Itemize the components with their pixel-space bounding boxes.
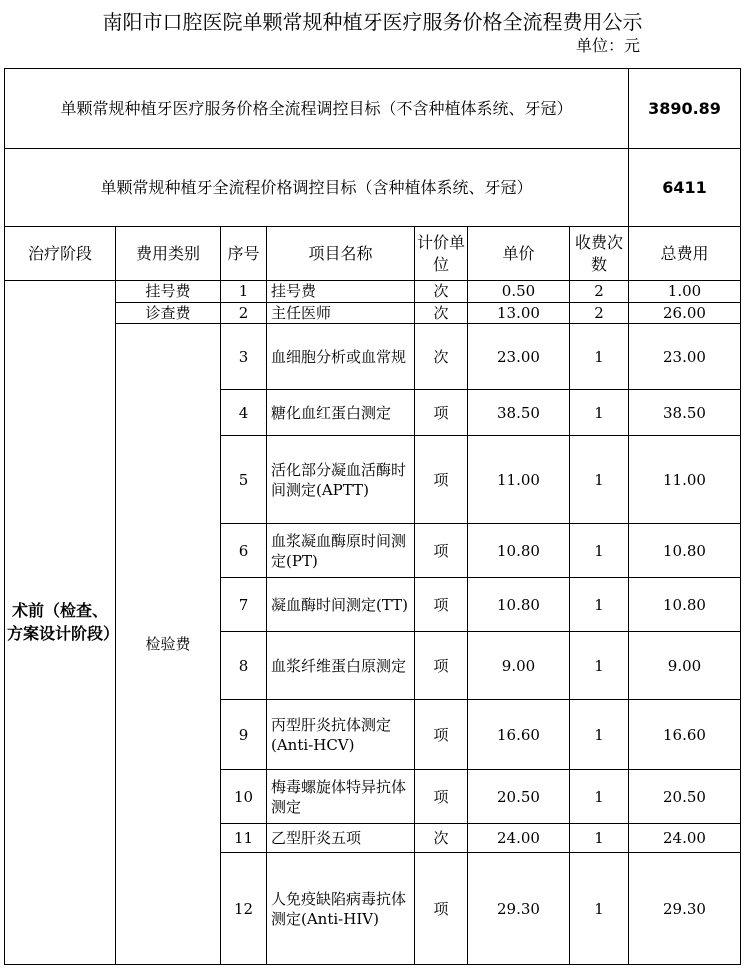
row-times: 1 [570, 824, 629, 853]
target2-value: 6411 [629, 149, 741, 227]
target-row-2 [5, 149, 741, 227]
row-item: 血浆凝血酶原时间测定(PT) [267, 524, 415, 578]
row-no: 12 [221, 853, 267, 965]
row-item: 凝血酶时间测定(TT) [267, 578, 415, 632]
row-no: 2 [221, 303, 267, 324]
row-price: 23.00 [468, 324, 570, 390]
row-no: 7 [221, 578, 267, 632]
row-unit: 项 [415, 700, 468, 770]
row-unit: 次 [415, 281, 468, 303]
row-unit: 项 [415, 524, 468, 578]
row-price: 24.00 [468, 824, 570, 853]
row-total: 10.80 [629, 578, 741, 632]
header-item: 项目名称 [267, 227, 415, 281]
row-total: 29.30 [629, 853, 741, 965]
category-consultation: 诊查费 [116, 303, 221, 324]
row-no: 9 [221, 700, 267, 770]
row-total: 38.50 [629, 390, 741, 436]
row-price: 38.50 [468, 390, 570, 436]
row-total: 23.00 [629, 324, 741, 390]
row-price: 0.50 [468, 281, 570, 303]
row-no: 10 [221, 770, 267, 824]
row-times: 1 [570, 770, 629, 824]
target-row-1 [5, 69, 741, 149]
row-times: 1 [570, 524, 629, 578]
header-category: 费用类别 [116, 227, 221, 281]
row-no: 4 [221, 390, 267, 436]
row-price: 13.00 [468, 303, 570, 324]
stage-cell: 术前（检查、方案设计阶段） [5, 281, 116, 965]
row-no: 1 [221, 281, 267, 303]
header-total: 总费用 [629, 227, 741, 281]
row-price: 9.00 [468, 632, 570, 700]
header-row [5, 227, 741, 281]
row-total: 9.00 [629, 632, 741, 700]
row-times: 2 [570, 281, 629, 303]
row-times: 2 [570, 303, 629, 324]
row-unit: 次 [415, 324, 468, 390]
row-unit: 项 [415, 770, 468, 824]
row-total: 26.00 [629, 303, 741, 324]
row-times: 1 [570, 436, 629, 524]
unit-label: 单位：元 [576, 36, 641, 55]
target2-label: 单颗常规种植牙全流程价格调控目标（含种植体系统、牙冠） [5, 149, 629, 227]
row-item: 乙型肝炎五项 [267, 824, 415, 853]
fee-table [4, 68, 741, 965]
row-times: 1 [570, 578, 629, 632]
row-price: 20.50 [468, 770, 570, 824]
page-title: 南阳市口腔医院单颗常规种植牙医疗服务价格全流程费用公示 [102, 10, 643, 34]
row-total: 11.00 [629, 436, 741, 524]
row-item: 活化部分凝血活酶时间测定(APTT) [267, 436, 415, 524]
row-unit: 项 [415, 390, 468, 436]
row-price: 10.80 [468, 524, 570, 578]
category-registration: 挂号费 [116, 281, 221, 303]
row-no: 11 [221, 824, 267, 853]
header-stage: 治疗阶段 [5, 227, 116, 281]
row-item: 糖化血红蛋白测定 [267, 390, 415, 436]
target1-label: 单颗常规种植牙医疗服务价格全流程调控目标（不含种植体系统、牙冠） [5, 69, 629, 149]
row-unit: 项 [415, 436, 468, 524]
row-price: 10.80 [468, 578, 570, 632]
row-times: 1 [570, 390, 629, 436]
row-times: 1 [570, 324, 629, 390]
row-price: 11.00 [468, 436, 570, 524]
target1-value: 3890.89 [629, 69, 741, 149]
row-item: 梅毒螺旋体特异抗体测定 [267, 770, 415, 824]
row-unit: 项 [415, 632, 468, 700]
row-no: 5 [221, 436, 267, 524]
table-row [5, 303, 741, 324]
row-item: 挂号费 [267, 281, 415, 303]
row-price: 29.30 [468, 853, 570, 965]
row-item: 血细胞分析或血常规 [267, 324, 415, 390]
row-unit: 次 [415, 824, 468, 853]
row-unit: 项 [415, 578, 468, 632]
row-no: 6 [221, 524, 267, 578]
row-item: 丙型肝炎抗体测定(Anti-HCV) [267, 700, 415, 770]
row-total: 1.00 [629, 281, 741, 303]
row-price: 16.60 [468, 700, 570, 770]
row-unit: 项 [415, 853, 468, 965]
row-total: 10.80 [629, 524, 741, 578]
header-times: 收费次数 [570, 227, 629, 281]
row-times: 1 [570, 700, 629, 770]
header-unit: 计价单位 [415, 227, 468, 281]
row-times: 1 [570, 632, 629, 700]
table-row [5, 281, 741, 303]
row-total: 20.50 [629, 770, 741, 824]
row-unit: 次 [415, 303, 468, 324]
row-no: 3 [221, 324, 267, 390]
row-item: 血浆纤维蛋白原测定 [267, 632, 415, 700]
table-row [5, 324, 741, 390]
row-total: 16.60 [629, 700, 741, 770]
row-no: 8 [221, 632, 267, 700]
row-total: 24.00 [629, 824, 741, 853]
header-no: 序号 [221, 227, 267, 281]
row-item: 主任医师 [267, 303, 415, 324]
row-times: 1 [570, 853, 629, 965]
header-price: 单价 [468, 227, 570, 281]
category-lab: 检验费 [116, 324, 221, 965]
row-item: 人免疫缺陷病毒抗体测定(Anti-HIV) [267, 853, 415, 965]
